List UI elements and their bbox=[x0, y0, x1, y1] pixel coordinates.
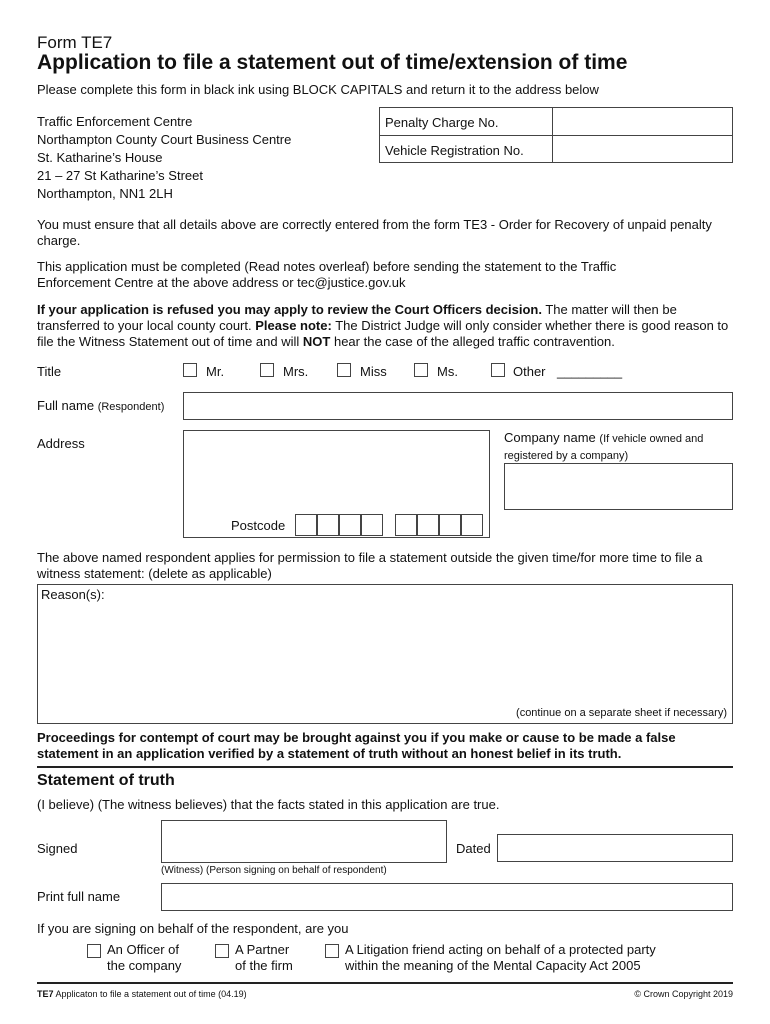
review-paragraph: If your application is refused you may apply to review the Court Officers decision. The matter will then be transferred to your local county court. Please note: The District Judge will only consider whether there is good reason to file the Witness Statement out of time and will NOT hear the case of the alleged traffic contravention. bbox=[37, 302, 729, 349]
contempt-warning: Proceedings for contempt of court may be brought against you if you make or cause to be made a false statement in an application verified by a statement of truth without an honest belief in its truth. bbox=[37, 730, 676, 761]
reasons-label: Reason(s): bbox=[41, 587, 105, 602]
title-option-label: Ms. bbox=[437, 364, 458, 379]
dated-label: Dated bbox=[456, 841, 491, 856]
behalf-question: If you are signing on behalf of the respondent, are you bbox=[37, 921, 349, 936]
footer-form-ref: TE7 Applicaton to file a statement out of time (04.19) bbox=[37, 989, 247, 999]
signature-input[interactable] bbox=[161, 820, 447, 863]
continue-note: (continue on a separate sheet if necessary) bbox=[516, 707, 727, 719]
litigation-friend-label: A Litigation friend acting on behalf of a protected party within the meaning of the Mental Capacity Act 2005 bbox=[345, 942, 656, 973]
address-line: Northampton County Court Business Centre bbox=[37, 132, 292, 147]
form-id: Form TE7 bbox=[37, 33, 113, 52]
print-name-input[interactable] bbox=[161, 883, 733, 911]
company-label: Company name (If vehicle owned and registered by a company) bbox=[504, 430, 704, 462]
title-miss-checkbox[interactable] bbox=[337, 363, 351, 377]
address-line: Northampton, NN1 2LH bbox=[37, 186, 173, 201]
officer-label: An Officer of the company bbox=[107, 942, 182, 973]
statement-heading: Statement of truth bbox=[37, 772, 175, 789]
reference-table bbox=[379, 107, 733, 163]
company-input[interactable] bbox=[504, 463, 733, 510]
title-option-label: Miss bbox=[360, 364, 387, 379]
return-address bbox=[37, 113, 291, 203]
reasons-input[interactable] bbox=[37, 584, 733, 724]
footer-copyright: © Crown Copyright 2019 bbox=[634, 989, 733, 999]
date-input[interactable] bbox=[497, 834, 733, 862]
review-notice: If your application is refused you may apply to review the Court Officers decision. bbox=[37, 302, 542, 317]
vehicle-registration-input[interactable] bbox=[553, 136, 732, 162]
address-line: St. Katharine’s House bbox=[37, 150, 163, 165]
partner-checkbox[interactable] bbox=[215, 944, 229, 958]
address-line: Traffic Enforcement Centre bbox=[37, 114, 193, 129]
belief-text: (I believe) (The witness believes) that the facts stated in this application are true. bbox=[37, 797, 500, 812]
instruction-text: Please complete this form in black ink using BLOCK CAPITALS and return it to the address below bbox=[37, 82, 599, 97]
address-line: 21 – 27 St Katharine’s Street bbox=[37, 168, 203, 183]
instruction-paragraph: You must ensure that all details above are correctly entered from the form TE3 - Order for Recovery of unpaid penalty charge. bbox=[37, 217, 712, 248]
fullname-input[interactable] bbox=[183, 392, 733, 420]
title-other-checkbox[interactable] bbox=[491, 363, 505, 377]
postcode-label: Postcode bbox=[231, 518, 286, 533]
litigation-friend-checkbox[interactable] bbox=[325, 944, 339, 958]
fullname-label: Full name (Respondent) bbox=[37, 398, 165, 413]
postcode-input[interactable] bbox=[295, 514, 485, 536]
title-mr-checkbox[interactable] bbox=[183, 363, 197, 377]
title-mrs-checkbox[interactable] bbox=[260, 363, 274, 377]
signed-label: Signed bbox=[37, 841, 78, 856]
title-option-label: Other bbox=[513, 364, 546, 379]
partner-label: A Partner of the firm bbox=[235, 942, 293, 973]
vehicle-registration-label: Vehicle Registration No. bbox=[385, 143, 524, 158]
page-title: Application to file a statement out of time/extension of time bbox=[37, 51, 628, 74]
penalty-charge-label: Penalty Charge No. bbox=[385, 115, 499, 130]
title-option-label: Mr. bbox=[206, 364, 225, 379]
title-ms-checkbox[interactable] bbox=[414, 363, 428, 377]
print-name-label: Print full name bbox=[37, 889, 121, 904]
signed-caption: (Witness) (Person signing on behalf of respondent) bbox=[161, 865, 387, 876]
title-label: Title bbox=[37, 364, 62, 379]
title-option-label: Mrs. bbox=[283, 364, 309, 379]
divider bbox=[37, 766, 733, 768]
instruction-paragraph: This application must be completed (Read notes overleaf) before sending the statement to the Traffic Enforcement Centre at the above address or tec@justice.gov.uk bbox=[37, 259, 617, 290]
title-other-line[interactable]: _________ bbox=[557, 364, 623, 379]
footer-divider bbox=[37, 982, 733, 984]
application-text: The above named respondent applies for permission to file a statement outside the given time/for more time to file a witness statement: (delete as applicable) bbox=[37, 550, 703, 581]
penalty-charge-input[interactable] bbox=[553, 108, 732, 135]
officer-checkbox[interactable] bbox=[87, 944, 101, 958]
address-label: Address bbox=[37, 436, 85, 451]
